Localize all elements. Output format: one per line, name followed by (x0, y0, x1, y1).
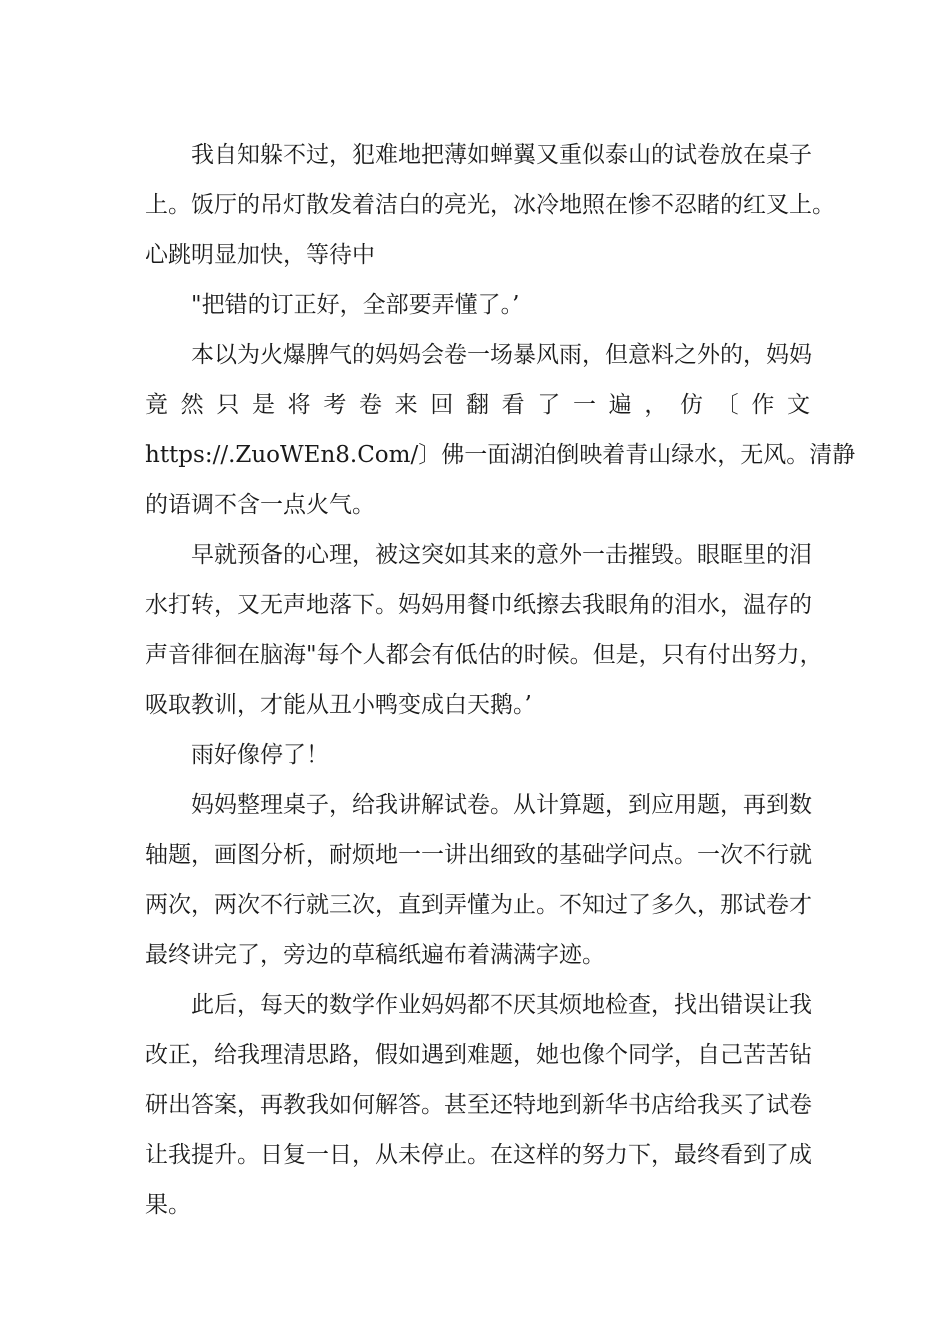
text-line: 吸取教训，才能从丑小鸭变成白天鹅。’ (145, 692, 532, 718)
paragraph-4 (145, 530, 823, 730)
paragraph-2 (145, 280, 810, 330)
text-line: 让我提升。日复一日，从未停止。在这样的努力下，最终看到了成 (145, 1142, 812, 1168)
document-body (145, 130, 856, 1230)
text-line: 我自知躲不过，犯难地把薄如蝉翼又重似泰山的试卷放在桌子 (191, 142, 812, 168)
text-line: 上。饭厅的吊灯散发着洁白的亮光，冰冷地照在惨不忍睹的红叉上。 (145, 192, 835, 218)
paragraph-7 (145, 980, 810, 1230)
text-line: 早就预备的心理，被这突如其来的意外一击摧毁。眼眶里的泪 (191, 542, 812, 568)
text-line: 此后，每天的数学作业妈妈都不厌其烦地检查，找出错误让我 (191, 992, 812, 1018)
text-line: 竟 然 只 是 将 考 卷 来 回 翻 看 了 一 遍 ， 仿 〔 作 文 (145, 392, 810, 418)
text-line: 雨好像停了！ (191, 742, 329, 768)
text-line: 妈妈整理桌子，给我讲解试卷。从计算题，到应用题，再到数 (191, 792, 812, 818)
text-line: 的语调不含一点火气。 (145, 492, 375, 518)
text-line: 水打转，又无声地落下。妈妈用餐巾纸擦去我眼角的泪水，温存的 (145, 592, 812, 618)
text-line: 心跳明显加快，等待中 (145, 242, 375, 268)
text-line: 本以为火爆脾气的妈妈会卷一场暴风雨，但意料之外的，妈妈 (191, 342, 812, 368)
text-line: 两次，两次不行就三次，直到弄懂为止。不知过了多久，那试卷才 (145, 892, 812, 918)
paragraph-5 (145, 730, 810, 780)
text-line: 果。 (145, 1192, 191, 1218)
paragraph-6 (145, 780, 810, 980)
paragraph-1 (145, 130, 835, 280)
text-line: https://.ZuoWEn8.Com/〕佛一面湖泊倒映着青山绿水，无风。清静 (145, 442, 856, 468)
text-line: 声音徘徊在脑海"每个人都会有低估的时候。但是，只有付出努力， (145, 642, 823, 668)
paragraph-3 (145, 330, 856, 530)
text-line: 轴题，画图分析，耐烦地一一讲出细致的基础学问点。一次不行就 (145, 842, 812, 868)
text-line: "把错的订正好，全部要弄懂了。’ (191, 292, 520, 318)
text-line: 改正，给我理清思路，假如遇到难题，她也像个同学，自己苦苦钻 (145, 1042, 812, 1068)
text-line: 最终讲完了，旁边的草稿纸遍布着满满字迹。 (145, 942, 605, 968)
text-line: 研出答案，再教我如何解答。甚至还特地到新华书店给我买了试卷 (145, 1092, 812, 1118)
